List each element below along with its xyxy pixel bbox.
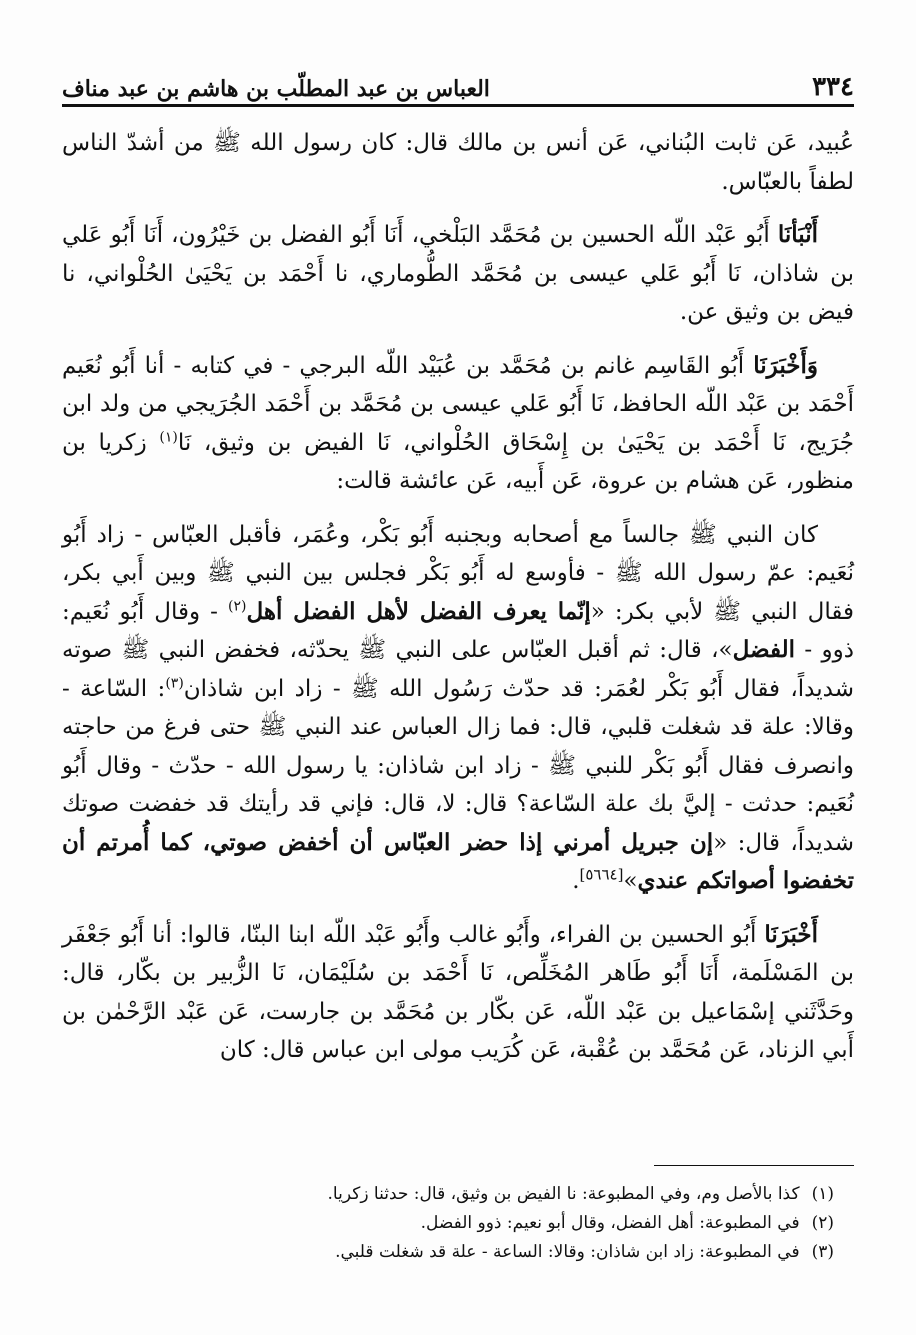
paragraph-1 [62, 124, 854, 201]
isnad-lead-2: وَأَخْبَرَنَا [753, 351, 818, 379]
footnote-1 [62, 1180, 854, 1209]
footnote-ref-2[interactable]: (٢) [228, 597, 247, 614]
footnote-3 [62, 1238, 854, 1267]
paragraph-4-text-a: كان النبي ﷺ جالساً مع أصحابه وبجنبه أَبُو بَكْر، وعُمَر، فأقبل العبّاس - زاد أَبُو نُعَيم: عمّ رسول الله ﷺ - فأوسع له أَبُو بَكْر فجلس بين النبي ﷺ وبين أَبي بكر، فقال النبي ﷺ لأبي بكر: « [62, 521, 854, 625]
footnotes [62, 1180, 854, 1267]
paragraph-4 [62, 516, 854, 901]
footnote-3-text: في المطبوعة: زاد ابن شاذان: وقالا: الساعة - علة قد شغلت قلبي. [335, 1242, 800, 1262]
hadith-quote-1: إنّما يعرف الفضل لأهل الفضل أهل [246, 597, 591, 625]
footnote-ref-3[interactable]: (٣) [165, 674, 184, 691]
hadith-reference-number: [٥٦٦٤] [579, 865, 624, 884]
header-rule [62, 104, 854, 107]
paragraph-4-text-b: - وقال أَبُو نُعَيم: ذوو - [62, 598, 854, 663]
paragraph-5 [62, 916, 854, 1070]
paragraph-3-text-b: زكريا بن منظور، عَن هشام بن عروة، عَن أَبيه، عَن عائشة قالت: [62, 429, 854, 494]
paragraph-4-text-c: »، قال: ثم أقبل العبّاس على النبي ﷺ يحدّثه، فخفض النبي ﷺ صوته شديداً، فقال أَبُو بَكْر لعُمَر: قد حدّث رَسُول الله ﷺ - زاد ابن شاذان [62, 637, 854, 702]
hadith-quote-3: إن جبريل أمرني إذا حضر العبّاس أن أخفض صوتي، كما أُمرتم أن تخفضوا أصواتكم عندي [62, 828, 854, 894]
page-header [62, 58, 854, 102]
isnad-lead-1: أَنْبَأنَا [777, 221, 818, 248]
paragraph-3-text-a: أَبُو القَاسِم غانم بن مُحَمَّد بن عُبَيْد اللّه البرجي - في كتابه - أنا أَبُو نُعَيم أَحْمَد بن عَبْد اللّه الحافظ، نَا أَبُو عَلي عيسى بن مُحَمَّد بن أَحْمَد الجُرَيجي من ولد ابن جُرَيج، نَا أَحْمَد بن يَحْيَىٰ بن إِسْحَاق الحُلْواني، نَا الفيض بن وثيق، نَا [62, 352, 854, 456]
footnote-rule [654, 1165, 854, 1166]
page-number: ٣٣٤ [812, 72, 854, 102]
footnote-1-text: كذا بالأصل وم، وفي المطبوعة: نا الفيض بن وثيق، قال: حدثنا زكريا. [327, 1184, 800, 1204]
paragraph-4-end: . [572, 868, 580, 894]
paragraph-5-text: أَبُو الحسين بن الفراء، وأَبُو غالب وأَبُو عَبْد اللّه ابنا البنّا، قالوا: أنا أَبُو جَعْفَر بن المَسْلَمة، أَنَا أَبُو طَاهر المُخَلِّص، نَا أَحْمَد بن سُلَيْمَان، نَا الزُّبير بن بكّار، قال: وحَدَّثَني إسْمَاعيل بن عَبْد اللّه، عَن بكّار بن مُحَمَّد بن جارست، عَن عَبْد الرَّحْمٰن بن أَبي الزناد، عَن مُحَمَّد بن عُقْبة، عَن كُرَيب مولى ابن عباس قال: كان [62, 921, 854, 1063]
footnote-1-number: (١) [811, 1184, 834, 1204]
paragraph-2 [62, 216, 854, 332]
paragraph-4-text-d: : السّاعة - وقالا: علة قد شغلت قلبي، قال: فما زال العباس عند النبي ﷺ حتى فرغ من حاجته وانصرف فقال أَبُو بَكْر للنبي ﷺ - زاد ابن شاذان: يا رسول الله - حدّث - وقال أَبُو نُعَيم: حدثت - إليَّ بك علة السّاعة؟ قال: لا، قال: فإني قد رأيتك قد خفضت صوتك شديداً، قال: « [62, 675, 854, 856]
paragraph-3 [62, 347, 854, 501]
paragraph-4-text-e: » [623, 868, 638, 894]
main-text [62, 124, 854, 1085]
footnote-ref-1[interactable]: (١) [159, 428, 178, 445]
running-title: العباس بن عبد المطلّب بن هاشم بن عبد مناف [62, 76, 490, 102]
footnote-2-number: (٢) [811, 1213, 834, 1233]
isnad-lead-3: أَخْبَرَنَا [764, 920, 818, 948]
footnote-2 [62, 1209, 854, 1238]
footnote-3-number: (٣) [811, 1242, 834, 1262]
paragraph-2-text: أَبُو عَبْد اللّه الحسين بن مُحَمَّد البَلْخي، أَنَا أَبُو الفضل بن خَيْرُون، أَنَا أَبُو عَلي بن شاذان، نَا أَبُو عَلي عيسى بن مُحَمَّد الطُّوماري، نا أَحْمَد بن يَحْيَىٰ الحُلْواني، نا فيض بن وثيق عن. [62, 222, 854, 325]
footnote-2-text: في المطبوعة: أهل الفضل، وقال أبو نعيم: ذوو الفضل. [420, 1213, 800, 1233]
paragraph-1-text: عُبيد، عَن ثابت البُناني، عَن أنس بن مالك قال: كان رسول الله ﷺ من أشدّ الناس لطفاً بالعبّاس. [62, 130, 854, 195]
hadith-quote-2: الفضل [732, 636, 796, 663]
